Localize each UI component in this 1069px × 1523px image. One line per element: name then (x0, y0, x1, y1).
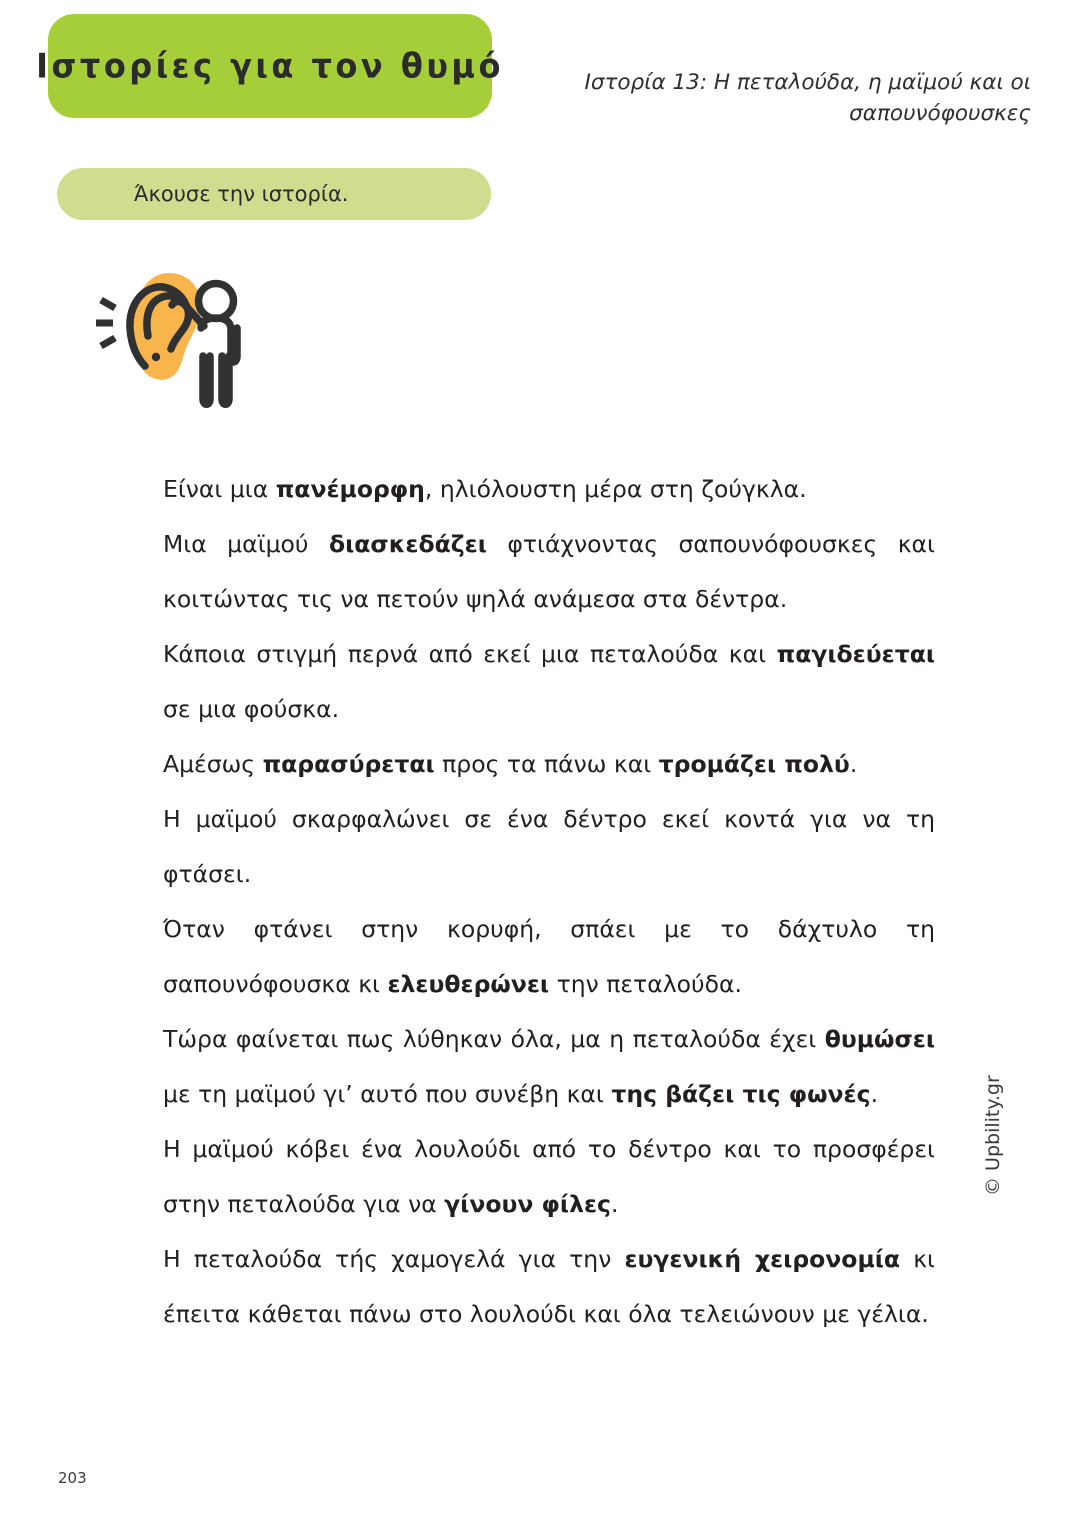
emphasis-text: της βάζει τις φωνές (611, 1080, 871, 1108)
body-text: Η μαϊμού σκαρφαλώνει σε ένα δέντρο εκεί κοντά για να τη φτάσει. (163, 805, 935, 888)
instruction-label: Άκουσε την ιστορία. (134, 182, 349, 206)
emphasis-text: πανέμορφη (275, 475, 425, 503)
body-text: προς τα πάνω και (434, 750, 659, 778)
sound-wave-lines (96, 300, 115, 346)
story-paragraph (163, 1122, 935, 1232)
ear-lobe-dot (152, 353, 160, 361)
person-right-leg (222, 356, 229, 404)
story-paragraph (163, 737, 935, 792)
emphasis-text: γίνουν φίλες (444, 1190, 611, 1218)
story-paragraph (163, 462, 935, 517)
body-text: , ηλιόλουστη μέρα στη ζούγκλα. (424, 475, 807, 503)
emphasis-text: ελευθερώνει (387, 970, 550, 998)
body-text: Η πεταλούδα τής χαμογελά για την (163, 1245, 625, 1273)
story-paragraph (163, 517, 935, 627)
body-text: με τη μαϊμού γι’ αυτό που συνέβη και (163, 1080, 612, 1108)
page-number: 203 (58, 1469, 87, 1487)
emphasis-text: διασκεδάζει (328, 530, 487, 558)
story-paragraph (163, 1232, 935, 1342)
story-paragraph (163, 627, 935, 737)
listening-ear-icon (88, 256, 263, 421)
body-text: Τώρα φαίνεται πως λύθηκαν όλα, μα η πεταλούδα έχει (163, 1025, 825, 1053)
body-text: Μια μαϊμού (163, 530, 329, 558)
emphasis-text: θυμώσει (824, 1025, 935, 1053)
body-text: φτιάχνοντας σαπουνόφουσκες και κοιτώντας τις να πετούν ψηλά ανάμεσα στα δέντρα. (163, 530, 935, 613)
body-text: . (849, 750, 858, 778)
body-text: κι έπειτα κάθεται πάνω στο λουλούδι και όλα τελειώνουν με γέλια. (163, 1245, 935, 1328)
story-body (163, 462, 935, 1342)
body-text: Κάποια στιγμή περνά από εκεί μια πεταλούδα και (163, 640, 777, 668)
emphasis-text: ευγενική χειρονομία (624, 1245, 901, 1273)
body-text: . (870, 1080, 879, 1108)
body-text: την πεταλούδα. (549, 970, 742, 998)
story-paragraph (163, 902, 935, 1012)
story-paragraph (163, 1012, 935, 1122)
story-reference-header: Ιστορία 13: Η πεταλούδα, η μαϊμού και οι σαπουνόφουσκες (584, 70, 1031, 126)
body-text: Είναι μια (163, 475, 276, 503)
book-title: Ιστορίες για τον θυμό (36, 45, 504, 87)
emphasis-text: τρομάζει πολύ (658, 750, 850, 778)
person-left-leg (203, 356, 210, 404)
book-title-banner (36, 14, 504, 118)
emphasis-text: παρασύρεται (262, 750, 435, 778)
body-text: Όταν φτάνει στην κορυφή, σπάει με το δάχτυλο τη σαπουνόφουσκα κι (163, 915, 935, 998)
body-text: σε μια φούσκα. (163, 695, 340, 723)
body-text: Η μαϊμού κόβει ένα λουλούδι από το δέντρο και το προσφέρει στην πεταλούδα για να (163, 1135, 935, 1218)
person-head (199, 284, 234, 319)
instruction-pill (57, 168, 491, 220)
emphasis-text: παγιδεύεται (776, 640, 935, 668)
body-text: . (610, 1190, 619, 1218)
copyright-notice: © Upbility.gr (982, 1075, 1004, 1196)
body-text: Αμέσως (163, 750, 263, 778)
story-paragraph (163, 792, 935, 902)
